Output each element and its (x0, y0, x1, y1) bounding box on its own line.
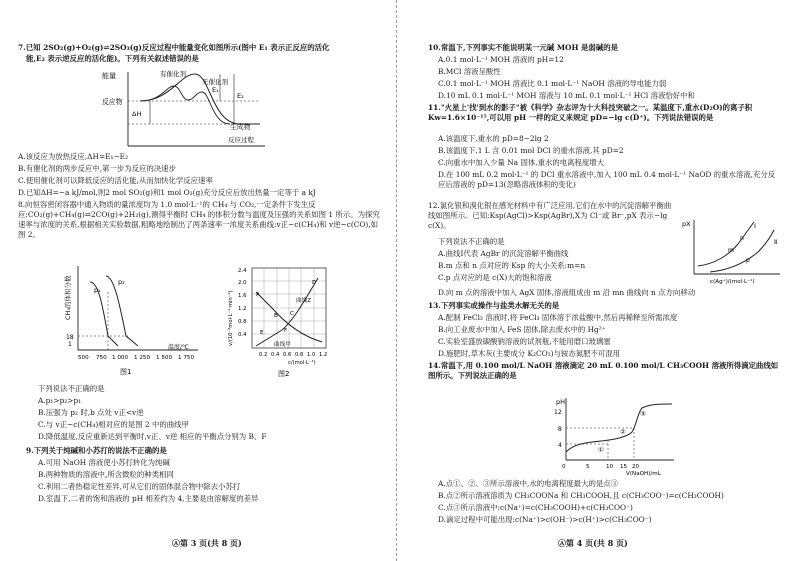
q14-stem: 14.常温下,用 0.100 mol/L NaOH 溶液滴定 20 mL 0.100 mol/L CH₃COOH 溶液所得滴定曲线如图所示。下列说法正确的是 (428, 361, 779, 380)
q8-option-b: B.压强为 p₂ 时,b 点处 v正<v逆 (38, 408, 144, 417)
fig1-y-tick-1: 1 (68, 341, 72, 348)
q11-option-d: D.在 100 mL 0.2 mol·L⁻¹ 的 DCl 重水溶液中,加入 100 mL 0.4 mol·L⁻¹ NaOD 的重水溶液,充分反应后溶液的 pD=13(忽略溶液体积的变化) (438, 170, 776, 189)
fig1-x-tick: 1 500 (156, 355, 173, 361)
q10-option-d: D.10 mL 0.1 mol·L⁻¹ MOH 溶液与 10 mL 0.1 mol·L⁻¹ HCl 溶液恰好中和 (438, 91, 695, 100)
q11-stem: 11."火星上'找'到水的影子"被《科学》杂志评为十大科技突破之一。某温度下,重水(D₂O)的离子积 Kw=1.6×10⁻¹⁵,可以用 pH 一样的定义来规定 pD=−lg c(D⁺)。下列说法错误的是 (428, 103, 753, 122)
fig2-x-tick: 0.8 (295, 352, 304, 358)
q12-option-d: D.向 m 点的溶液中加入 AgX 固体,溶液组成由 m 沿 mn 曲线向 n 点方向移动 (438, 288, 696, 297)
fig2-y-tick: 1.2 (238, 306, 247, 312)
fig2-y-tick: 0.4 (238, 332, 247, 338)
fig2-point-a: A (256, 292, 260, 298)
fig2-point-f: F (284, 328, 288, 334)
q14-y-tick-12: 12 (554, 409, 562, 416)
fig2-point-e: E (260, 330, 264, 336)
fig1-x-tick: 1 250 (134, 355, 151, 361)
q7-dh-label: ΔH (132, 110, 142, 118)
q13-option-c: C.实验室盛放碳酸钠溶液的试剂瓶,不能用磨口玻璃塞 (438, 337, 611, 346)
q7-stem-line1: 7.已知 2SO₂(g)+O₂(g)⇌2SO₃(g)反应过程中能量变化如图所示(图中 E₁ 表示正反应的活化 (18, 43, 330, 52)
fig2-y-tick: 0.8 (238, 319, 247, 325)
q8-figure-1 (40, 262, 200, 380)
fig2-y-label: v/(10⁻³mol·L⁻¹·min⁻¹) (228, 290, 234, 346)
q13-option-d: D.施肥时,草木灰(主要成分 K₂CO₃)与铵态氮肥不可混用 (438, 349, 621, 358)
q7-e2-label: E₂ (237, 92, 244, 100)
fig2-point-b: B (274, 313, 278, 319)
q14-point-2: ② (620, 428, 626, 436)
q14-titration-curve (542, 394, 682, 476)
q8-figure-2 (222, 262, 332, 380)
q7-catalyzed-label: 有催化剂 (160, 70, 186, 78)
fig1-x-tick: 1 750 (178, 355, 195, 361)
q14-y-label: pH (556, 398, 566, 406)
q12-y-label: pX (682, 220, 691, 228)
q14-x-tick: 15 (620, 464, 628, 470)
q8-option-d: D.降低温度,反应重新达到平衡时,v正、v逆 相应的平衡点分别为 B、F (38, 432, 267, 441)
fig2-x-tick: 0.6 (283, 352, 292, 358)
q12-point-n: n (740, 235, 744, 242)
q12-point-p: p (746, 257, 750, 264)
q14-x-tick: 10 (606, 464, 614, 470)
q14-point-1: ① (598, 446, 604, 454)
q12-point-m: m (728, 247, 734, 254)
q14-option-b: B.点②所示溶液溶质为 CH₃COONa 和 CH₃COOH,且 c(CH₃COO⁻)=c(CH₃COOH) (438, 491, 724, 500)
fig2-y-tick: 1.6 (238, 293, 247, 299)
fig2-x-tick: 0.2 (259, 352, 268, 358)
page-4-footer: Ⓐ第 4 页(共 8 页) (558, 538, 628, 548)
q11-option-a: A.该温度下,重水的 pD=8−2lg 2 (438, 134, 549, 143)
q12-option-b: B.m 点和 n 点对应的 Ksp 的大小关系:m=n (438, 261, 586, 270)
fig2-curve-jia: 曲线甲 (274, 342, 291, 348)
q7-reactants-label: 反应物 (102, 98, 123, 106)
fig1-y-tick-18: 18 (66, 334, 74, 341)
page-divider (396, 0, 398, 561)
q7-y-label: 能量 (102, 72, 116, 80)
q12-solubility-graph (680, 216, 784, 286)
q9-option-a: A.可用 NaOH 溶液使小苏打转化为纯碱 (38, 458, 170, 467)
fig2-y-tick: 2.4 (238, 268, 247, 274)
fig1-y-label: CH₄的体积分数 (64, 275, 72, 320)
fig1-x-tick: 1 000 (112, 355, 129, 361)
fig2-x-tick: 0.4 (271, 352, 280, 358)
q7-option-b: B.有催化剂的两步反应中,第一步为反应的决速步 (18, 164, 176, 173)
q7-products-label: 生成物 (230, 123, 251, 131)
q7-energy-diagram (100, 66, 275, 151)
fig2-point-c: C (290, 311, 294, 317)
page-3-footer: Ⓐ第 3 页(共 8 页) (172, 538, 242, 548)
q7-stem-line2: 能,E₂ 表示逆反应的活化能)。下列有关叙述错误的是 (26, 54, 199, 63)
fig1-x-tick: 500 (78, 355, 89, 361)
q14-x-tick: 0 (562, 464, 566, 470)
page-4 (402, 0, 794, 561)
q11-option-c: C.向重水中加入少量 Na 固体,重水的电离程度增大 (438, 158, 605, 167)
q9-option-b: B.两种物质的溶液中,所含微粒的种类相同 (38, 470, 174, 479)
q14-x-tick: 20 (632, 464, 640, 470)
fig2-x-label: c/(mol·L⁻¹) (288, 360, 316, 366)
q7-option-a: A.该反应为放热反应,ΔH=E₁−E₂ (18, 152, 129, 161)
q8-lead: 下列说法不正确的是 (38, 384, 105, 393)
q9-stem: 9.下列关于纯碱和小苏打的说法不正确的是 (26, 446, 167, 455)
q12-option-c: C.p 点对应的是 c(X)大的饱和溶液 (438, 273, 552, 282)
fig2-curve-z: 曲线Z (296, 298, 312, 304)
q13-stem: 13.下列事实或操作与盐类水解无关的是 (428, 301, 560, 310)
q8-option-c: C.与 v正~c(CH₄)相对应的是图 2 中的曲线甲 (38, 420, 189, 429)
q11-option-b: B.该温度下,1 L 含 0.01 mol DCl 的重水溶液,其 pD=2 (438, 146, 624, 155)
q14-x-label: V(NaOH)/mL (626, 471, 661, 476)
q12-option-a: A.曲线Ⅰ代表 AgBr 的沉淀溶解平衡曲线 (438, 249, 569, 258)
fig2-x-tick: 1.0 (307, 352, 316, 358)
q9-option-d: D.室温下,二者的饱和溶液的 pH 相差约为 4,主要是由溶解度的差异 (38, 494, 259, 503)
fig1-x-tick: 750 (96, 355, 107, 361)
q14-x-tick: 5 (586, 464, 590, 470)
page-3 (0, 0, 392, 561)
q9-option-c: C.利用二者热稳定性差异,可从它们的固体混合物中除去小苏打 (38, 482, 241, 491)
q12-curve-2: Ⅱ (774, 238, 778, 246)
q14-y-tick-8: 8 (558, 426, 562, 433)
q13-option-b: B.向工业废水中加入 FeS 固体,除去废水中的 Hg²⁺ (438, 325, 606, 334)
fig2-y-tick: 2.0 (238, 280, 247, 286)
q10-stem: 10.常温下,下列事实不能说明某一元碱 MOH 是弱碱的是 (428, 43, 618, 52)
fig1-caption: 图1 (120, 368, 132, 376)
q7-x-label: 反应过程 (228, 136, 254, 144)
q10-option-c: C.0.1 mol·L⁻¹ MOH 溶液比 0.1 mol·L⁻¹ NaOH 溶液的导电能力弱 (438, 79, 667, 88)
q12-curve-1: Ⅰ (754, 222, 756, 230)
q10-option-a: A.0.1 mol·L⁻¹ MOH 溶液的 pH=12 (438, 55, 564, 64)
fig2-point-d: D (312, 280, 317, 286)
q8-stem: 8.向恒容密闭容器中通入物质的量浓度均为 1.0 mol·L⁻¹的 CH₄ 与 CO₂,一定条件下发生反应:CO₂(g)+CH₄(g)⇌2CO(g)+2H₂(g),测得平衡时 CH₄ 的体积分数与温度及压强的关系如图 1 所示。为探究速率与浓度的关系,根据相关实验数据,粗略地绘制出了两条速率一浓度关系曲线:v正~c(CH₄)和 v逆~c(CO),如图 2。 (18, 200, 380, 239)
q7-e1-label: E₁ (212, 86, 219, 94)
q7-option-c: C.使用催化剂可以降低反应的活化能,从而加快化学反应速率 (18, 176, 213, 185)
q12-stem: 12.氯化银和溴化银在感光材料中有广泛应用,它们在水中的沉淀溶解平衡曲线如图所示。已知:Ksp(AgCl)>Ksp(AgBr),X为 Cl⁻或 Br⁻,pX 表示−lg c(X)。 (428, 201, 672, 230)
q7-uncatalyzed-label: 无催化剂 (202, 78, 228, 86)
fig1-x-label: 温度/℃ (168, 344, 189, 351)
q10-option-b: B.MCl 溶液呈酸性 (438, 67, 501, 76)
q14-option-c: C.点③所示溶液中:c(Na⁺)=c(CH₃COOH)+c(CH₃COO⁻) (438, 503, 633, 512)
fig2-x-tick: 1.2 (319, 352, 328, 358)
q14-option-a: A.点①、②、③所示溶液中,水的电离程度最大的是点③ (438, 479, 619, 488)
fig1-p2-label: p₂ (118, 278, 125, 286)
q13-option-a: A.配制 FeCl₃ 溶液时,将 FeCl₃ 固体溶于浓盐酸中,然后再稀释至所需浓度 (438, 313, 678, 322)
q8-option-a: A.p₁>p₂>p₁ (38, 396, 82, 405)
q14-y-tick-4: 4 (558, 442, 562, 449)
q12-lead: 下列说法不正确的是 (438, 237, 505, 246)
fig2-caption: 图2 (278, 370, 290, 378)
q14-option-d: D.滴定过程中可能出现:c(Na⁺)>c(OH⁻)>c(H⁺)>c(CH₃COO⁻) (438, 515, 652, 524)
q12-x-label: c(Ag⁺)/(mol·L⁻¹) (710, 279, 755, 285)
q14-point-3: ③ (640, 410, 646, 418)
q7-option-d: D.已知ΔH=−a kJ/mol,则2 mol SO₂(g)和1 mol O₂(g)充分反应后放出热量一定等于 a kJ (18, 188, 316, 197)
fig1-p1-label: p₁ (94, 286, 101, 294)
